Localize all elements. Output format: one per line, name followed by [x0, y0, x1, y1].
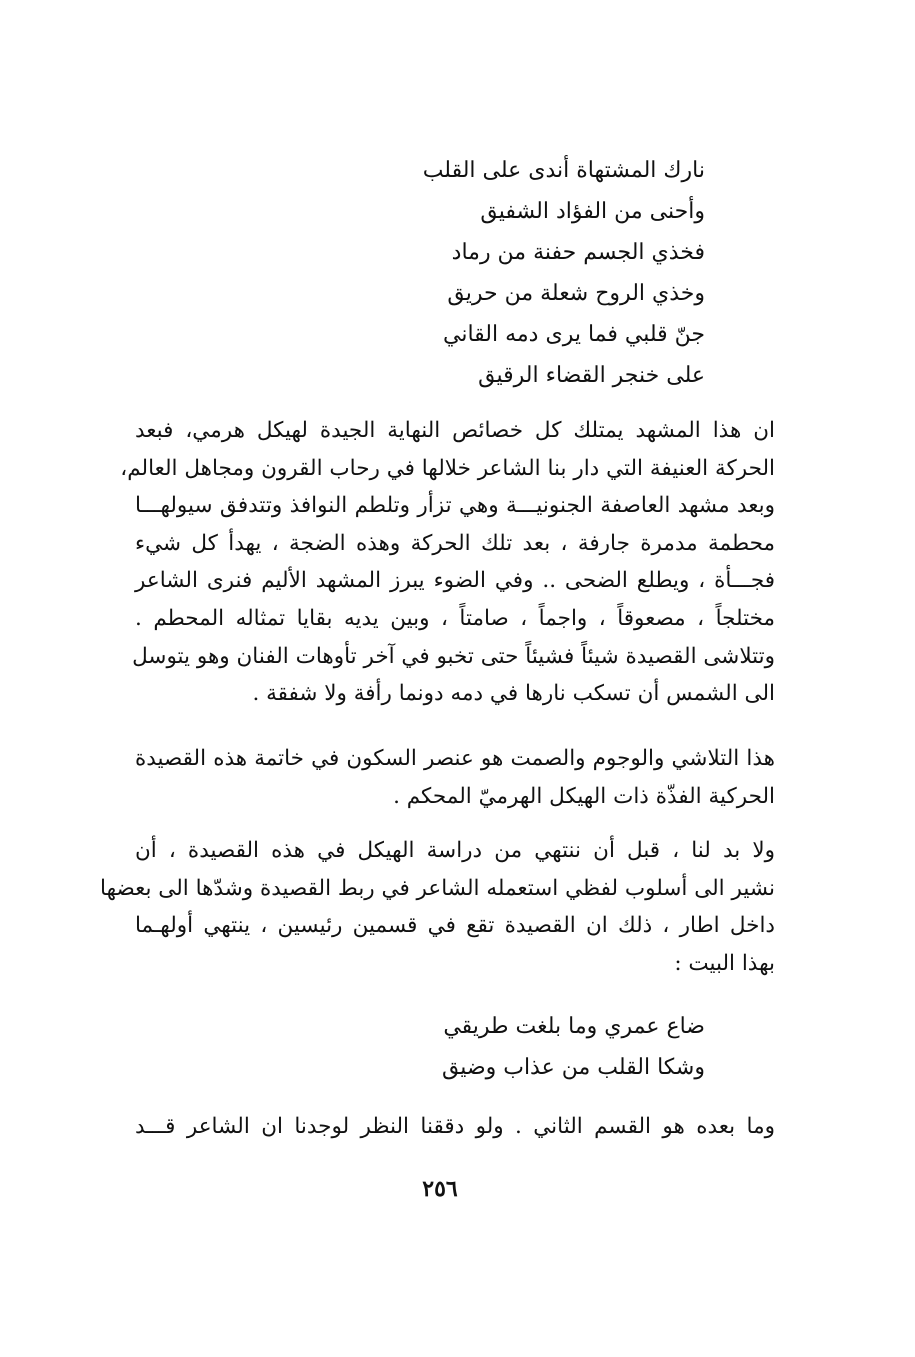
text-line: هذا التلاشي والوجوم والصمت هو عنصر السكون في خاتمة هذه القصيدة: [135, 746, 775, 771]
text-line: مختلجاً ، مصعوقاً ، واجماً ، صامتاً ، وبين يديه بقايا تمثاله المحطم .: [135, 605, 775, 631]
verse-line: وخذي الروح شعلة من حريق: [447, 281, 705, 306]
poem-stanza: [405, 1006, 705, 1088]
text-line: وتتلاشى القصيدة شيئاً فشيئاً حتى تخبو في آخر تأوهات الفنان وهو يتوسل: [132, 643, 775, 669]
paragraph: [135, 1108, 775, 1146]
verse-line: فخذي الجسم حفنة من رماد: [451, 240, 705, 265]
paragraph: [100, 832, 775, 982]
text-line: فجـــأة ، ويطلع الضحى .. وفي الضوء يبرز المشهد الأليم فنرى الشاعر: [135, 568, 775, 594]
text-line: ان هذا المشهد يمتلك كل خصائص النهاية الجيدة لهيكل هرمي، فبعد: [135, 418, 775, 443]
text-line: الى الشمس أن تسكب نارها في دمه دونما رأفة ولا شفقة .: [252, 681, 775, 707]
text-line: الحركة العنيفة التي دار بنا الشاعر خلالها في رحاب القرون ومجاهل العالم،: [120, 455, 775, 481]
verse-line: جنّ قلبي فما يرى دمه القاني: [443, 322, 705, 347]
page-number: ٢٥٦: [422, 1176, 458, 1202]
verse-line: ضاع عمري وما بلغت طريقي: [443, 1014, 705, 1039]
verse-line: وشكا القلب من عذاب وضيق: [441, 1055, 705, 1080]
verse-line: نارك المشتهاة أندى على القلب: [422, 158, 705, 183]
text-line: بهذا البيت :: [674, 950, 775, 976]
verse-line: على خنجر القضاء الرقيق: [478, 363, 705, 388]
text-line: محطمة مدمرة جارفة ، بعد تلك الحركة وهذه الضجة ، يهدأ كل شيء: [135, 530, 775, 556]
text-line: نشير الى أسلوب لفظي استعمله الشاعر في ربط القصيدة وشدّها الى بعضها: [100, 875, 775, 901]
text-line: الحركية الفذّة ذات الهيكل الهرميّ المحكم .: [393, 783, 775, 809]
poem-stanza: [385, 150, 705, 396]
text-line: داخل اطار ، ذلك ان القصيدة تقع في قسمين رئيسين ، ينتهي أولهـما: [135, 913, 775, 939]
verse-line: وأحنى من الفؤاد الشفيق: [480, 199, 705, 224]
paragraph: [135, 740, 775, 815]
text-line: وما بعده هو القسم الثاني . ولو دققنا النظر لوجدنا ان الشاعر قـــد: [135, 1114, 775, 1139]
text-line: وبعد مشهد العاصفة الجنونيـــة وهي تزأر وتلطم النوافذ وتتدفق سيولهـــا: [135, 493, 775, 519]
paragraph: [120, 412, 775, 713]
text-line: ولا بد لنا ، قبل أن ننتهي من دراسة الهيكل في هذه القصيدة ، أن: [135, 838, 775, 863]
